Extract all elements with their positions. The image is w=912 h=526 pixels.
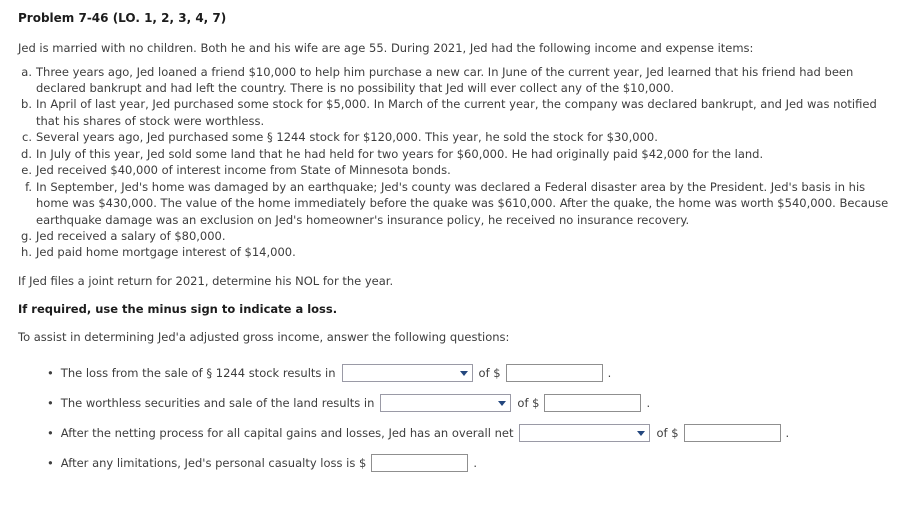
row-text: After the netting process for all capital gains and losses, Jed has an overall net xyxy=(60,425,514,440)
question-text: If Jed files a joint return for 2021, determine his NOL for the year. xyxy=(18,273,394,288)
section-1244-loss-type-select[interactable] xyxy=(342,364,473,382)
instruction-note: If required, use the minus sign to indicate a loss. xyxy=(18,302,338,317)
row-mid-text: of $ xyxy=(656,425,679,440)
form-row-casualty-loss xyxy=(47,454,896,472)
item-text: Three years ago, Jed loaned a friend $10,000 to help him purchase a new car. In June of the current year, Jed learned that his friend had been declared bankrupt and had left the country. There is no possibility that Jed will ever collect any of the $10,000. xyxy=(36,64,854,96)
row-mid-text: of $ xyxy=(517,395,540,410)
item-text: Jed paid home mortgage interest of $14,000. xyxy=(36,245,296,260)
problem-title: Problem 7-46 (LO. 1, 2, 3, 4, 7) xyxy=(18,11,227,25)
list-item xyxy=(18,244,896,260)
section-1244-loss-amount-input[interactable] xyxy=(506,364,603,382)
row-end-text: . xyxy=(646,395,651,410)
bullet-icon: • xyxy=(47,425,54,440)
list-item xyxy=(18,162,896,178)
item-text: Jed received a salary of $80,000. xyxy=(36,228,226,243)
item-label: d. xyxy=(21,146,32,161)
chevron-down-icon xyxy=(460,371,468,376)
row-text: The worthless securities and sale of the land results in xyxy=(60,395,375,410)
item-label: c. xyxy=(22,130,32,145)
worthless-securities-result-select[interactable] xyxy=(380,394,511,412)
form-row-worthless-securities xyxy=(47,394,896,412)
item-label: f. xyxy=(25,179,32,194)
item-label: b. xyxy=(21,97,32,112)
row-text: The loss from the sale of § 1244 stock results in xyxy=(60,365,336,380)
income-expense-list xyxy=(18,64,896,261)
row-mid-text: of $ xyxy=(478,365,501,380)
problem-intro: Jed is married with no children. Both he and his wife are age 55. During 2021, Jed had the following income and expense items: xyxy=(18,41,754,56)
item-label: h. xyxy=(21,245,32,260)
net-capital-gain-loss-select[interactable] xyxy=(519,424,650,442)
assist-text: To assist in determining Jed'a adjusted gross income, answer the following questions: xyxy=(18,329,510,344)
item-text: In July of this year, Jed sold some land that he had held for two years for $60,000. He had originally paid $42,000 for the land. xyxy=(36,146,764,161)
item-label: a. xyxy=(21,64,32,79)
row-end-text: . xyxy=(607,365,612,380)
list-item xyxy=(18,129,896,145)
list-item xyxy=(18,228,896,244)
item-text: Jed received $40,000 of interest income from State of Minnesota bonds. xyxy=(36,163,451,178)
item-text: In April of last year, Jed purchased some stock for $5,000. In March of the current year, the company was declared bankrupt, and Jed was notified that his shares of stock were worthless. xyxy=(36,97,877,128)
list-item xyxy=(18,96,896,129)
row-end-text: . xyxy=(473,455,477,470)
net-capital-amount-input[interactable] xyxy=(684,424,781,442)
row-end-text: . xyxy=(785,425,790,440)
bullet-icon: • xyxy=(47,365,54,380)
chevron-down-icon xyxy=(637,431,645,436)
form-row-netting-process xyxy=(47,424,896,442)
chevron-down-icon xyxy=(498,401,506,406)
casualty-loss-amount-input[interactable] xyxy=(371,454,468,472)
bullet-icon: • xyxy=(47,455,54,470)
list-item xyxy=(18,64,896,97)
row-text: After any limitations, Jed's personal casualty loss is $ xyxy=(60,455,367,470)
list-item xyxy=(18,146,896,162)
worthless-securities-amount-input[interactable] xyxy=(544,394,641,412)
item-label: g. xyxy=(21,228,32,243)
item-text: Several years ago, Jed purchased some § 1244 stock for $120,000. This year, he sold the stock for $30,000. xyxy=(36,130,658,145)
list-item xyxy=(18,179,896,228)
item-text: In September, Jed's home was damaged by an earthquake; Jed's county was declared a Federal disaster area by the President. Jed's basis in his home was $430,000. The value of the home immediately before the quake was $610,000. After the quake, the home was worth $540,000. Because earthquake damage was an exclusion on Jed's homeowner's insurance policy, he received no insurance recovery. xyxy=(36,179,889,227)
answer-form xyxy=(18,364,896,472)
item-label: e. xyxy=(21,163,32,178)
form-row-1244-loss xyxy=(47,364,896,382)
bullet-icon: • xyxy=(47,395,54,410)
